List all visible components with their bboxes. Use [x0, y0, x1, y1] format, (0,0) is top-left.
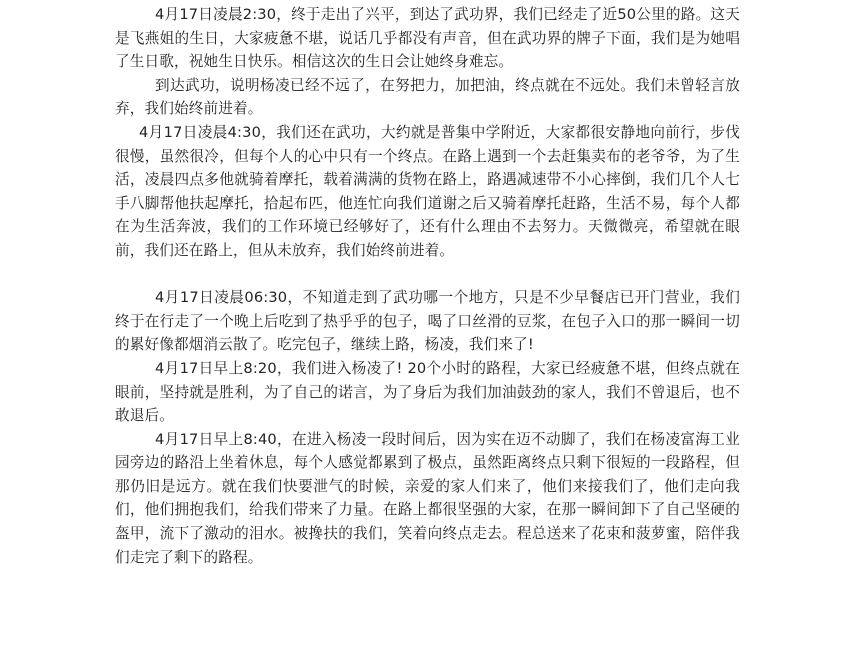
paragraph-enter-yangling: 4月17日早上8:20，我们进入杨凌了! 20个小时的路程，大家已经疲惫不堪，但终点就在眼前，坚持就是胜利，为了自己的诺言，为了身后为我们加油鼓劲的家人，我们不曾退后，也不敢退后。 [115, 359, 740, 425]
paragraph-breakfast: 4月17日凌晨06:30，不知道走到了武功哪一个地方，只是不少早餐店已开门营业，我们终于在行走了一个晚上后吃到了热乎乎的包子，喝了口丝滑的豆浆，在包子入口的那一瞬间一切的累好像都烟消云散了。吃完包子，继续上路，杨凌，我们来了! [115, 289, 740, 354]
paragraph-arrive-wugong: 到达武功，说明杨凌已经不远了，在努把力，加把油，终点就在不远处。我们未曾轻言放弃，我们始终前进着。 [115, 76, 740, 118]
paragraph-family-arrives: 4月17日早上8:40，在进入杨凌一段时间后，因为实在迈不动脚了，我们在杨凌富海工业园旁边的路沿上坐着休息，每个人感觉都累到了极点，虽然距离终点只剩下很短的一段路程，但那仍旧是远方。就在我们快要泄气的时候，亲爱的家人们来了，他们来接我们了，他们走向我们，他们拥抱我们，给我们带来了力量。在路上都很坚强的大家，在那一瞬间卸下了自己坚硬的盔甲，流下了激动的泪水。被搀扶的我们，笑着向终点走去。程总送来了花束和菠萝蜜，陪伴我们走完了剩下的路程。 [115, 430, 740, 566]
paragraph-birthday-wugong: 4月17日凌晨2:30，终于走出了兴平，到达了武功界，我们已经走了近50公里的路。这天是飞燕姐的生日，大家疲惫不堪，说话几乎都没有声音，但在武功界的牌子下面，我们是为她唱了生日歌，祝她生日快乐。相信这次的生日会让她终身难忘。 [115, 6, 740, 71]
paragraph-old-man-motorcycle: 4月17日凌晨4:30，我们还在武功，大约就是普集中学附近，大家都很安静地向前行，步伐很慢，虽然很冷，但每个人的心中只有一个终点。在路上遇到一个去赶集卖布的老爷爷，为了生活，凌晨四点多他就骑着摩托，载着满满的货物在路上，路遇减速带不小心摔倒，我们几个人七手八脚帮他扶起摩托，拾起布匹，他连忙向我们道谢之后又骑着摩托赶路，生活不易，每个人都在为生活奔波，我们的工作环境已经够好了，还有什么理由不去努力。天微微亮，希望就在眼前，我们还在路上，但从未放弃，我们始终前进着。 [115, 123, 740, 259]
paragraph-spacer [115, 263, 740, 287]
article-body [115, 3, 740, 569]
